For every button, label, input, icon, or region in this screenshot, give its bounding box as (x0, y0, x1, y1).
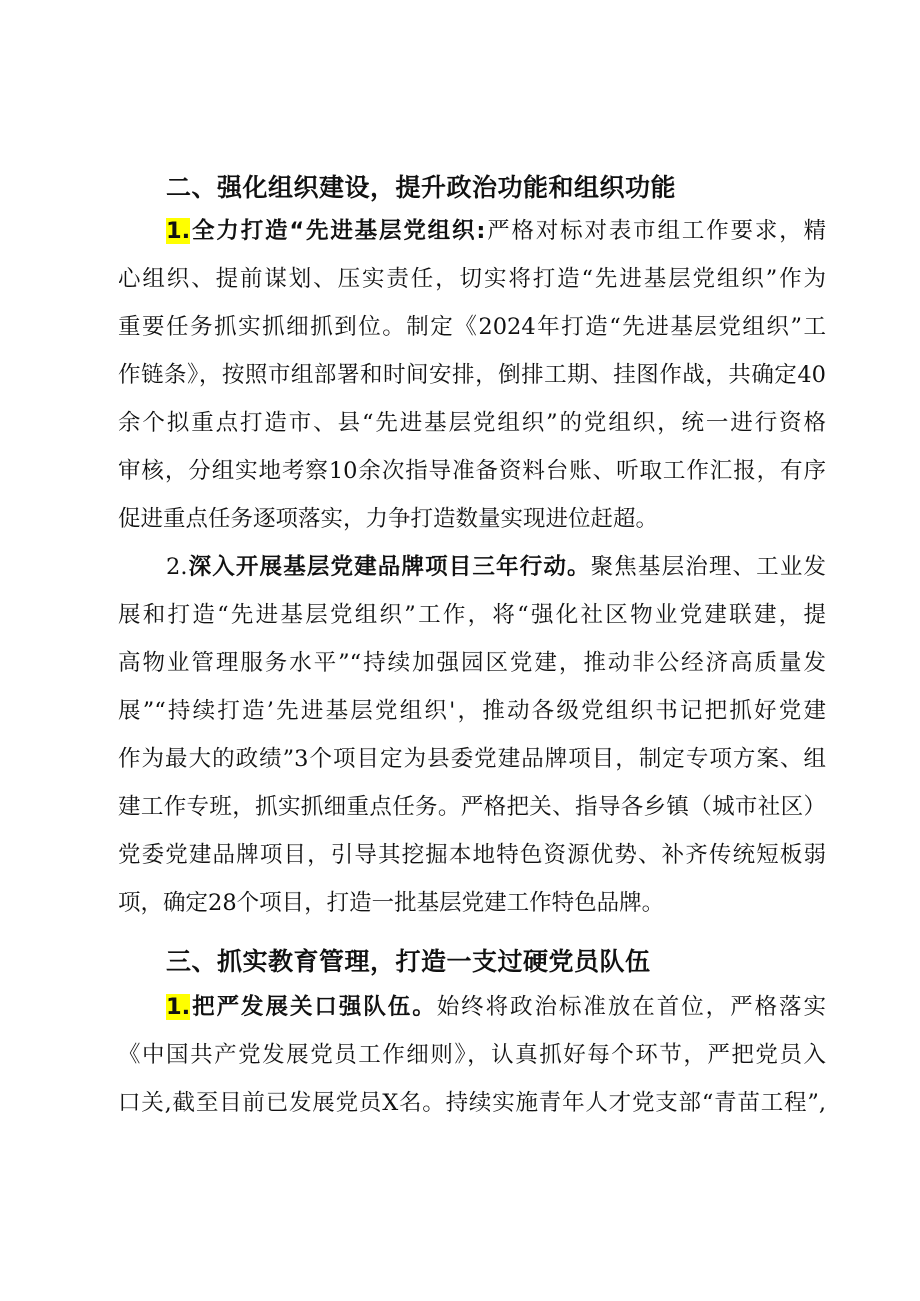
paragraph-line: 作为最大的政绩”3个项目定为县委党建品牌项目，制定专项方案、组 (118, 746, 826, 772)
paragraph-line: 审核，分组实地考察10余次指导准备资料台账、听取工作汇报，有序 (118, 458, 826, 484)
paragraph-line: 心组织、提前谋划、压实责任，切实将打造“先进基层党组织”作为 (118, 266, 826, 292)
item-text: 始终将政治标准放在首位，严格落实 (436, 994, 826, 1020)
paragraph-line: 《中国共产党发展党员工作细则》，认真抓好每个环节，严把党员入 (118, 1042, 826, 1068)
paragraph-line: 展”“持续打造’先进基层党组织'，推动各级党组织书记把抓好党建 (118, 698, 826, 724)
paragraph-line: 余个拟重点打造市、县“先进基层党组织”的党组织，统一进行资格 (118, 410, 826, 436)
paragraph-line: 高物业管理服务水平”“持续加强园区党建，推动非公经济高质量发 (118, 650, 826, 676)
section-heading: 三、抓实教育管理，打造一支过硬党员队伍 (166, 947, 651, 976)
item-number: 1. (166, 218, 191, 244)
paragraph-line: 作链条》，按照市组部署和时间安排，倒排工期、挂图作战，共确定40 (118, 362, 826, 388)
item-text: 严格对标对表市组工作要求，精 (485, 218, 826, 244)
paragraph-line: 重要任务抓实抓细抓到位。制定《2024年打造“先进基层党组织”工 (118, 314, 826, 340)
paragraph-line: 促进重点任务逐项落实，力争打造数量实现进位赶超。 (118, 506, 659, 532)
item-number: 2. (166, 554, 188, 580)
item-title: 把严发展关口强队伍。 (190, 994, 437, 1020)
paragraph-line (166, 992, 826, 1022)
item-title: 全力打造“先进基层党组织: (190, 218, 486, 244)
paragraph-line: 项，确定28个项目，打造一批基层党建工作特色品牌。 (118, 890, 665, 916)
paragraph-line (166, 552, 826, 582)
section-heading: 二、强化组织建设，提升政治功能和组织功能 (166, 173, 677, 202)
paragraph-line: 党委党建品牌项目，引导其挖掘本地特色资源优势、补齐传统短板弱 (118, 842, 826, 868)
paragraph-line (166, 216, 826, 246)
item-number: 1. (166, 994, 191, 1020)
item-title: 深入开展基层党建品牌项目三年行动。 (187, 554, 591, 580)
paragraph-line: 建工作专班，抓实抓细重点任务。严格把关、指导各乡镇（城市社区） (118, 794, 826, 820)
item-text: 聚焦基层治理、工业发 (590, 554, 826, 580)
paragraph-line: 展和打造“先进基层党组织”工作，将“强化社区物业党建联建，提 (118, 602, 826, 628)
paragraph-line: 口关,截至目前已发展党员X名。持续实施青年人才党支部“青苗工程”, (118, 1090, 826, 1116)
